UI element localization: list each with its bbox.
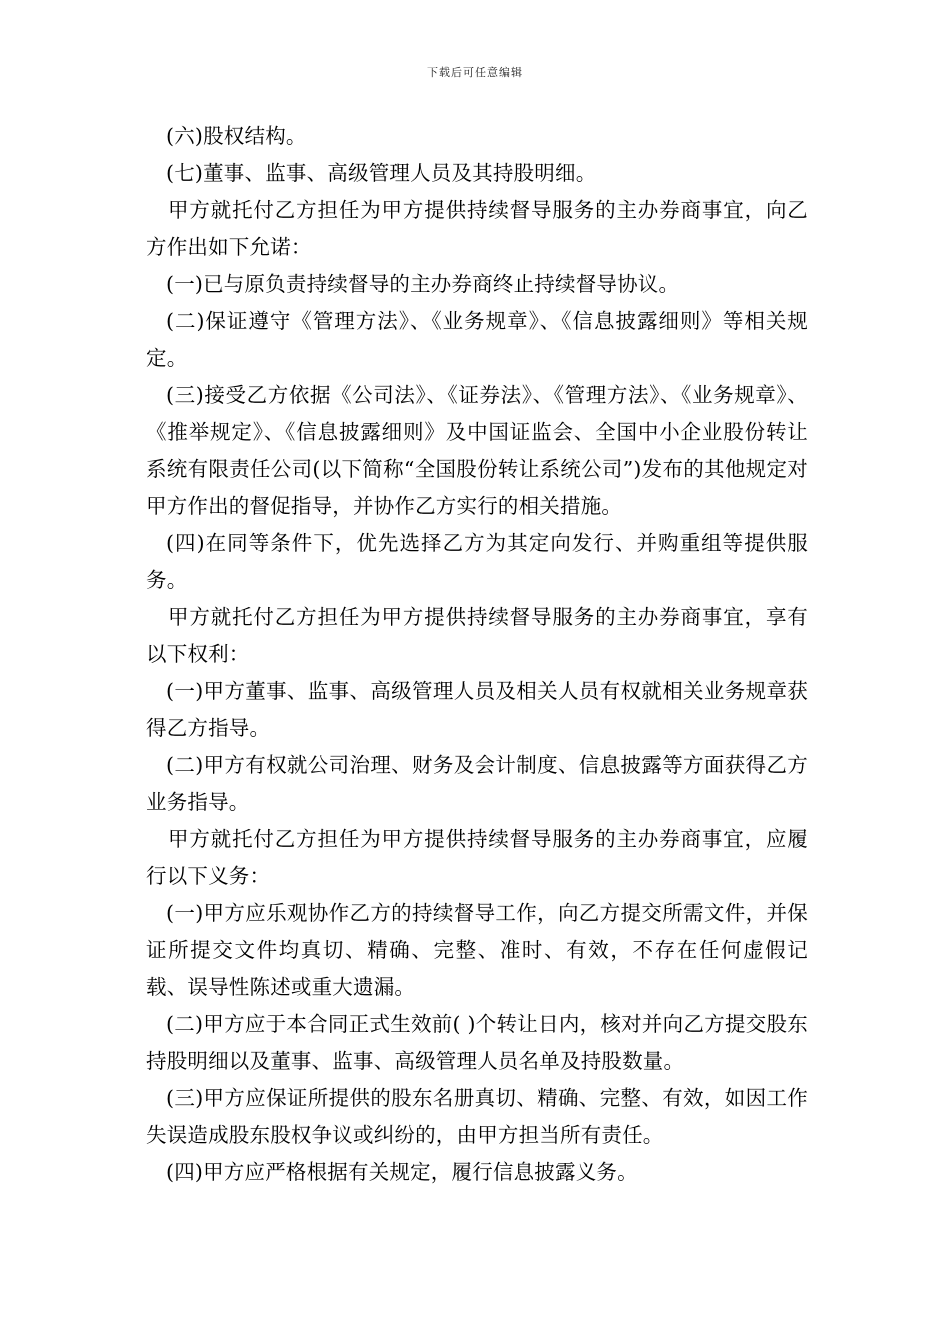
paragraph-directors-holdings: (七)董事、监事、高级管理人员及其持股明细。: [166, 161, 597, 185]
paragraph-commitment-4: (四)在同等条件下，优先选择乙方为其定向发行、并购重组等提供服务。: [146, 531, 808, 592]
paragraph-obligation-3: (三)甲方应保证所提供的股东名册真切、精确、完整、有效，如因工作失误造成股东股权争议或纠纷的，由甲方担当所有责任。: [146, 1086, 808, 1147]
paragraph-commitment-3: (三)接受乙方依据《公司法》、《证券法》、《管理方法》、《业务规章》、《推举规定》、《信息披露细则》及中国证监会、全国中小企业股份转让系统有限责任公司(以下简称“全国股份转让系统公司”)发布的其他规定对甲方作出的督促指导，并协作乙方实行的相关措施。: [146, 383, 808, 518]
paragraph-rights-intro: 甲方就托付乙方担任为甲方提供持续督导服务的主办券商事宜，享有以下权利：: [146, 605, 808, 666]
paragraph-obligation-2: (二)甲方应于本合同正式生效前( )个转让日内，核对并向乙方提交股东持股明细以及董事、监事、高级管理人员名单及持股数量。: [146, 1012, 808, 1073]
document-body: [146, 118, 808, 1191]
paragraph-equity-structure: (六)股权结构。: [166, 124, 307, 148]
page-header: 下载后可任意编辑: [427, 66, 523, 79]
paragraph-commitment-2: (二)保证遵守《管理方法》、《业务规章》、《信息披露细则》等相关规定。: [146, 309, 808, 370]
paragraph-obligation-1: (一)甲方应乐观协作乙方的持续督导工作，向乙方提交所需文件，并保证所提交文件均真切、精确、完整、准时、有效，不存在任何虚假记载、误导性陈述或重大遗漏。: [146, 901, 808, 999]
paragraph-commitment-1: (一)已与原负责持续督导的主办券商终止持续督导协议。: [166, 272, 680, 296]
paragraph-obligations-intro: 甲方就托付乙方担任为甲方提供持续督导服务的主办券商事宜，应履行以下义务：: [146, 827, 808, 888]
paragraph-right-2: (二)甲方有权就公司治理、财务及会计制度、信息披露等方面获得乙方业务指导。: [146, 753, 808, 814]
paragraph-right-1: (一)甲方董事、监事、高级管理人员及相关人员有权就相关业务规章获得乙方指导。: [146, 679, 808, 740]
paragraph-commitments-intro: 甲方就托付乙方担任为甲方提供持续督导服务的主办券商事宜，向乙方作出如下允诺：: [146, 198, 808, 259]
paragraph-obligation-4: (四)甲方应严格根据有关规定，履行信息披露义务。: [166, 1160, 638, 1184]
